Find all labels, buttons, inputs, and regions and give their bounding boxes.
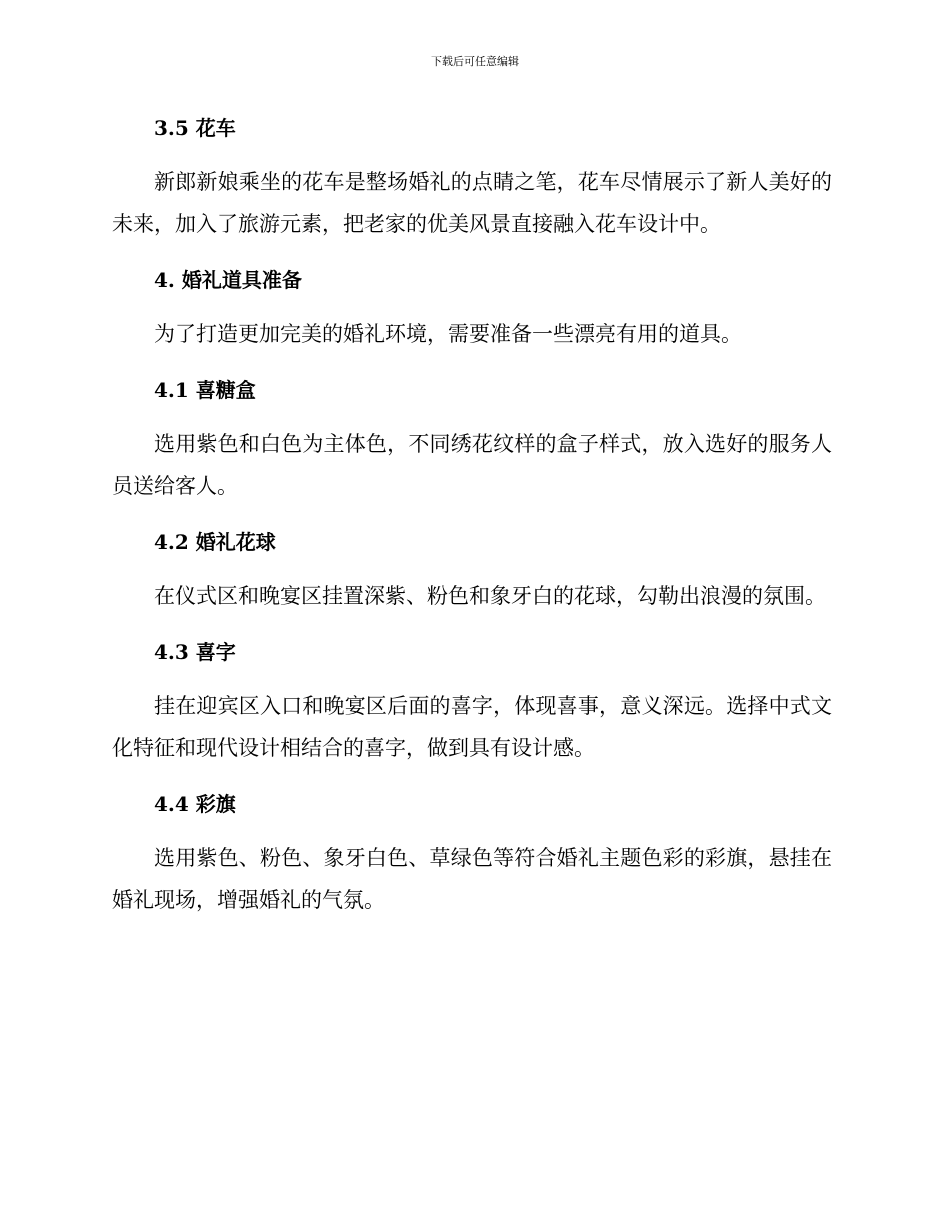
page-header: 下载后可任意编辑: [431, 55, 519, 68]
section-heading-3-5: 3.5 花车: [154, 116, 236, 140]
section-paragraph-4-2: 在仪式区和晚宴区挂置深紫、粉色和象牙白的花球，勾勒出浪漫的氛围。: [154, 584, 826, 608]
document-body: [112, 108, 832, 921]
section-paragraph-3-5: 新郎新娘乘坐的花车是整场婚礼的点睛之笔，花车尽情展示了新人美好的未来，加入了旅游元素，把老家的优美风景直接融入花车设计中。: [112, 170, 832, 236]
section-heading-4-2: 4.2 婚礼花球: [154, 530, 276, 554]
section-paragraph-4-4: 选用紫色、粉色、象牙白色、草绿色等符合婚礼主题色彩的彩旗，悬挂在婚礼现场，增强婚礼的气氛。: [112, 846, 832, 912]
section-heading-4-3: 4.3 喜字: [154, 640, 236, 664]
section-paragraph-4: 为了打造更加完美的婚礼环境，需要准备一些漂亮有用的道具。: [154, 322, 742, 346]
section-heading-4-1: 4.1 喜糖盒: [154, 378, 256, 402]
section-paragraph-4-1: 选用紫色和白色为主体色，不同绣花纹样的盒子样式，放入选好的服务人员送给客人。: [112, 432, 832, 498]
section-heading-4-4: 4.4 彩旗: [154, 792, 236, 816]
section-heading-4: 4. 婚礼道具准备: [154, 268, 302, 292]
section-paragraph-4-3: 挂在迎宾区入口和晚宴区后面的喜字，体现喜事，意义深远。选择中式文化特征和现代设计相结合的喜字，做到具有设计感。: [112, 694, 832, 760]
